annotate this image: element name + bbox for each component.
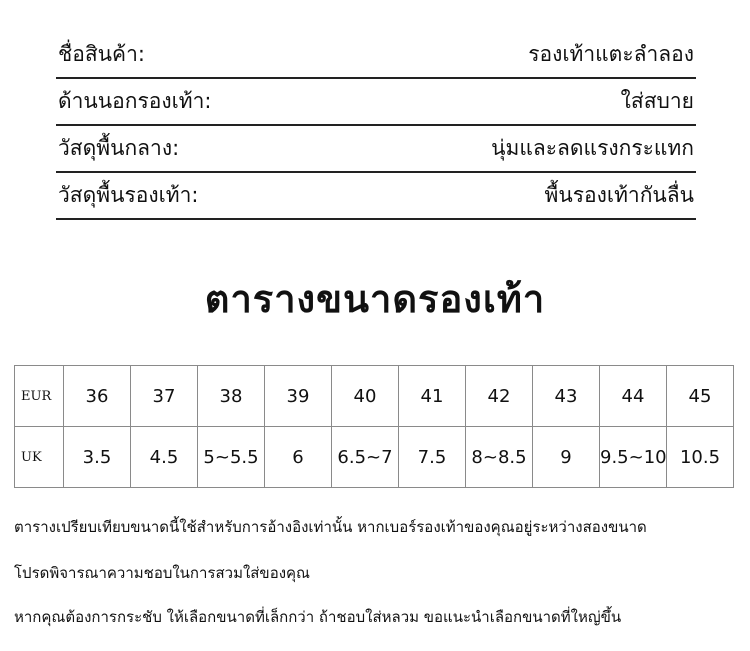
eur-size-cell: 39: [265, 366, 332, 427]
eur-size-cell: 45: [667, 366, 734, 427]
uk-row-label: UK: [15, 427, 64, 488]
spec-row-product-name: [56, 32, 696, 79]
size-note-line-3: หากคุณต้องการกระชับ ให้เลือกขนาดที่เล็กกว่า ถ้าชอบใส่หลวม ขอแนะนำเลือกขนาดที่ใหญ่ขึ้น: [14, 608, 622, 626]
size-note-line-1: ตารางเปรียบเทียบขนาดนี้ใช้สำหรับการอ้างอิงเท่านั้น หากเบอร์รองเท้าของคุณอยู่ระหว่างสองขนาด: [14, 518, 647, 536]
eur-size-cell: 42: [466, 366, 533, 427]
eur-size-cell: 44: [600, 366, 667, 427]
eur-row: [15, 366, 734, 427]
uk-size-cell: 5~5.5: [198, 427, 265, 488]
spec-value: รองเท้าแตะลำลอง: [528, 42, 694, 66]
size-note-line-2: โปรดพิจารณาความชอบในการสวมใส่ของคุณ: [14, 564, 310, 582]
spec-label: ด้านนอกรองเท้า:: [58, 89, 212, 113]
uk-size-cell: 6.5~7: [332, 427, 399, 488]
spec-label: ชื่อสินค้า:: [58, 42, 145, 66]
eur-size-cell: 38: [198, 366, 265, 427]
uk-size-cell: 4.5: [131, 427, 198, 488]
eur-size-cell: 40: [332, 366, 399, 427]
uk-size-cell: 8~8.5: [466, 427, 533, 488]
spec-value: พื้นรองเท้ากันลื่น: [544, 183, 694, 207]
uk-size-cell: 6: [265, 427, 332, 488]
eur-size-cell: 43: [533, 366, 600, 427]
eur-size-cell: 37: [131, 366, 198, 427]
eur-row-label: EUR: [15, 366, 64, 427]
uk-size-cell: 10.5: [667, 427, 734, 488]
size-chart-title: ตารางขนาดรองเท้า: [204, 277, 546, 321]
spec-value: นุ่มและลดแรงกระแทก: [491, 136, 694, 160]
uk-size-cell: 3.5: [64, 427, 131, 488]
spec-row-outsole: [56, 173, 696, 220]
eur-size-cell: 36: [64, 366, 131, 427]
uk-size-cell: 9.5~10: [600, 427, 667, 488]
spec-value: ใส่สบาย: [620, 89, 694, 113]
uk-size-cell: 9: [533, 427, 600, 488]
eur-size-cell: 41: [399, 366, 466, 427]
spec-label: วัสดุพื้นกลาง:: [58, 136, 180, 160]
uk-row: [15, 427, 734, 488]
spec-row-upper: [56, 79, 696, 126]
spec-row-midsole: [56, 126, 696, 173]
spec-label: วัสดุพื้นรองเท้า:: [58, 183, 199, 207]
uk-size-cell: 7.5: [399, 427, 466, 488]
size-chart-table: [14, 365, 734, 488]
product-spec-table: [56, 32, 696, 220]
